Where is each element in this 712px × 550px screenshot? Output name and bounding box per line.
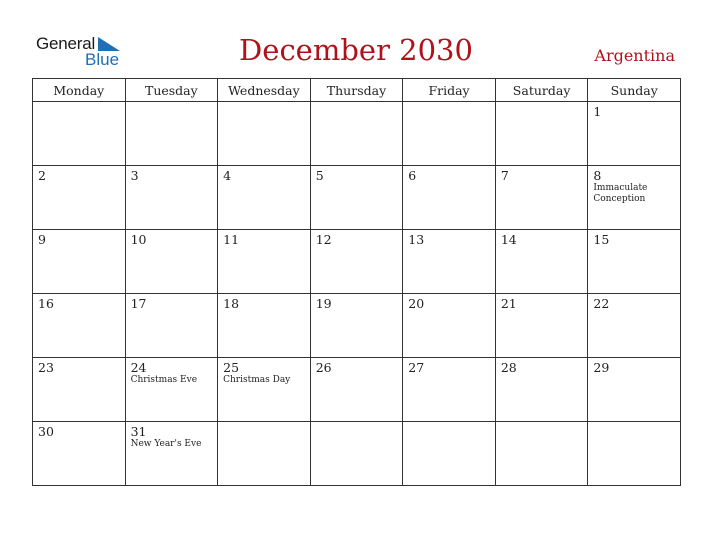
day-cell xyxy=(125,422,218,486)
day-cell xyxy=(33,422,126,486)
week-row xyxy=(33,422,681,486)
day-number: 8 xyxy=(593,168,602,183)
day-number xyxy=(403,422,495,424)
day-cell xyxy=(495,166,588,230)
day-cell xyxy=(495,358,588,422)
day-number xyxy=(126,102,218,104)
day-cell xyxy=(125,230,218,294)
day-cell xyxy=(588,358,681,422)
day-number: 19 xyxy=(315,296,332,311)
day-cell xyxy=(588,102,681,166)
week-row xyxy=(33,166,681,230)
weekday-monday: Monday xyxy=(33,79,126,102)
holiday-label: New Year's Eve xyxy=(130,439,202,449)
day-number xyxy=(311,102,403,104)
day-cell xyxy=(403,102,496,166)
day-number: 5 xyxy=(315,168,324,183)
day-cell xyxy=(588,166,681,230)
day-number: 31 xyxy=(130,424,147,439)
holiday-label: Immaculate Conception xyxy=(593,183,648,204)
day-cell xyxy=(588,294,681,358)
day-cell xyxy=(33,230,126,294)
day-number xyxy=(588,422,680,424)
day-cell xyxy=(218,102,311,166)
day-cell xyxy=(125,102,218,166)
day-number: 2 xyxy=(38,168,46,183)
day-cell xyxy=(403,166,496,230)
weekday-thursday: Thursday xyxy=(310,79,403,102)
day-number: 22 xyxy=(593,296,610,311)
day-number: 28 xyxy=(500,360,517,375)
day-cell xyxy=(403,422,496,486)
day-number xyxy=(33,102,125,104)
day-number: 21 xyxy=(500,296,517,311)
day-number: 13 xyxy=(408,232,425,247)
day-number: 20 xyxy=(408,296,425,311)
day-cell xyxy=(310,294,403,358)
day-cell xyxy=(495,230,588,294)
weekday-saturday: Saturday xyxy=(495,79,588,102)
day-number: 15 xyxy=(593,232,610,247)
logo-general-text: General xyxy=(36,34,96,53)
day-number xyxy=(218,102,310,104)
day-number: 7 xyxy=(500,168,509,183)
week-row xyxy=(33,230,681,294)
day-cell xyxy=(218,422,311,486)
day-number xyxy=(218,422,310,424)
day-number: 25 xyxy=(223,360,240,375)
weekday-tuesday: Tuesday xyxy=(125,79,218,102)
day-number: 18 xyxy=(223,296,240,311)
holiday-label: Christmas Day xyxy=(223,375,291,385)
day-number: 11 xyxy=(223,232,240,247)
week-row xyxy=(33,358,681,422)
day-number xyxy=(496,422,588,424)
day-cell xyxy=(310,422,403,486)
week-row xyxy=(33,102,681,166)
day-number: 27 xyxy=(408,360,425,375)
day-number: 10 xyxy=(130,232,147,247)
day-number: 4 xyxy=(223,168,232,183)
day-number: 9 xyxy=(38,232,46,247)
day-number: 1 xyxy=(593,104,602,119)
day-number: 12 xyxy=(315,232,332,247)
day-cell xyxy=(588,230,681,294)
week-row xyxy=(33,294,681,358)
day-cell xyxy=(310,166,403,230)
holiday-label: Christmas Eve xyxy=(130,375,198,385)
day-number: 24 xyxy=(130,360,147,375)
day-cell xyxy=(125,294,218,358)
day-cell xyxy=(495,102,588,166)
day-cell xyxy=(403,230,496,294)
day-cell xyxy=(588,422,681,486)
day-cell xyxy=(33,166,126,230)
day-number: 30 xyxy=(38,424,54,439)
weekday-wednesday: Wednesday xyxy=(218,79,311,102)
day-number: 17 xyxy=(130,296,147,311)
day-cell xyxy=(218,294,311,358)
day-number: 3 xyxy=(130,168,139,183)
weekday-sunday: Sunday xyxy=(588,79,681,102)
day-cell xyxy=(218,230,311,294)
country-label: Argentina xyxy=(594,46,675,65)
calendar-grid xyxy=(32,78,681,486)
day-number xyxy=(311,422,403,424)
day-cell xyxy=(218,358,311,422)
day-cell xyxy=(403,294,496,358)
day-number: 6 xyxy=(408,168,417,183)
day-number: 29 xyxy=(593,360,610,375)
day-cell xyxy=(495,294,588,358)
day-cell xyxy=(403,358,496,422)
day-cell xyxy=(310,358,403,422)
day-number: 26 xyxy=(315,360,332,375)
logo-blue-text: Blue xyxy=(85,50,120,69)
day-number: 16 xyxy=(38,296,54,311)
day-cell xyxy=(495,422,588,486)
day-cell xyxy=(33,294,126,358)
weekday-friday: Friday xyxy=(403,79,496,102)
day-cell xyxy=(310,102,403,166)
day-cell xyxy=(125,358,218,422)
calendar-title: December 2030 xyxy=(239,33,473,67)
day-cell xyxy=(33,358,126,422)
day-number xyxy=(403,102,495,104)
day-number: 14 xyxy=(500,232,517,247)
day-number: 23 xyxy=(38,360,54,375)
day-cell xyxy=(33,102,126,166)
day-number xyxy=(496,102,588,104)
weekday-header-row xyxy=(33,79,681,102)
day-cell xyxy=(310,230,403,294)
day-cell xyxy=(218,166,311,230)
day-cell xyxy=(125,166,218,230)
